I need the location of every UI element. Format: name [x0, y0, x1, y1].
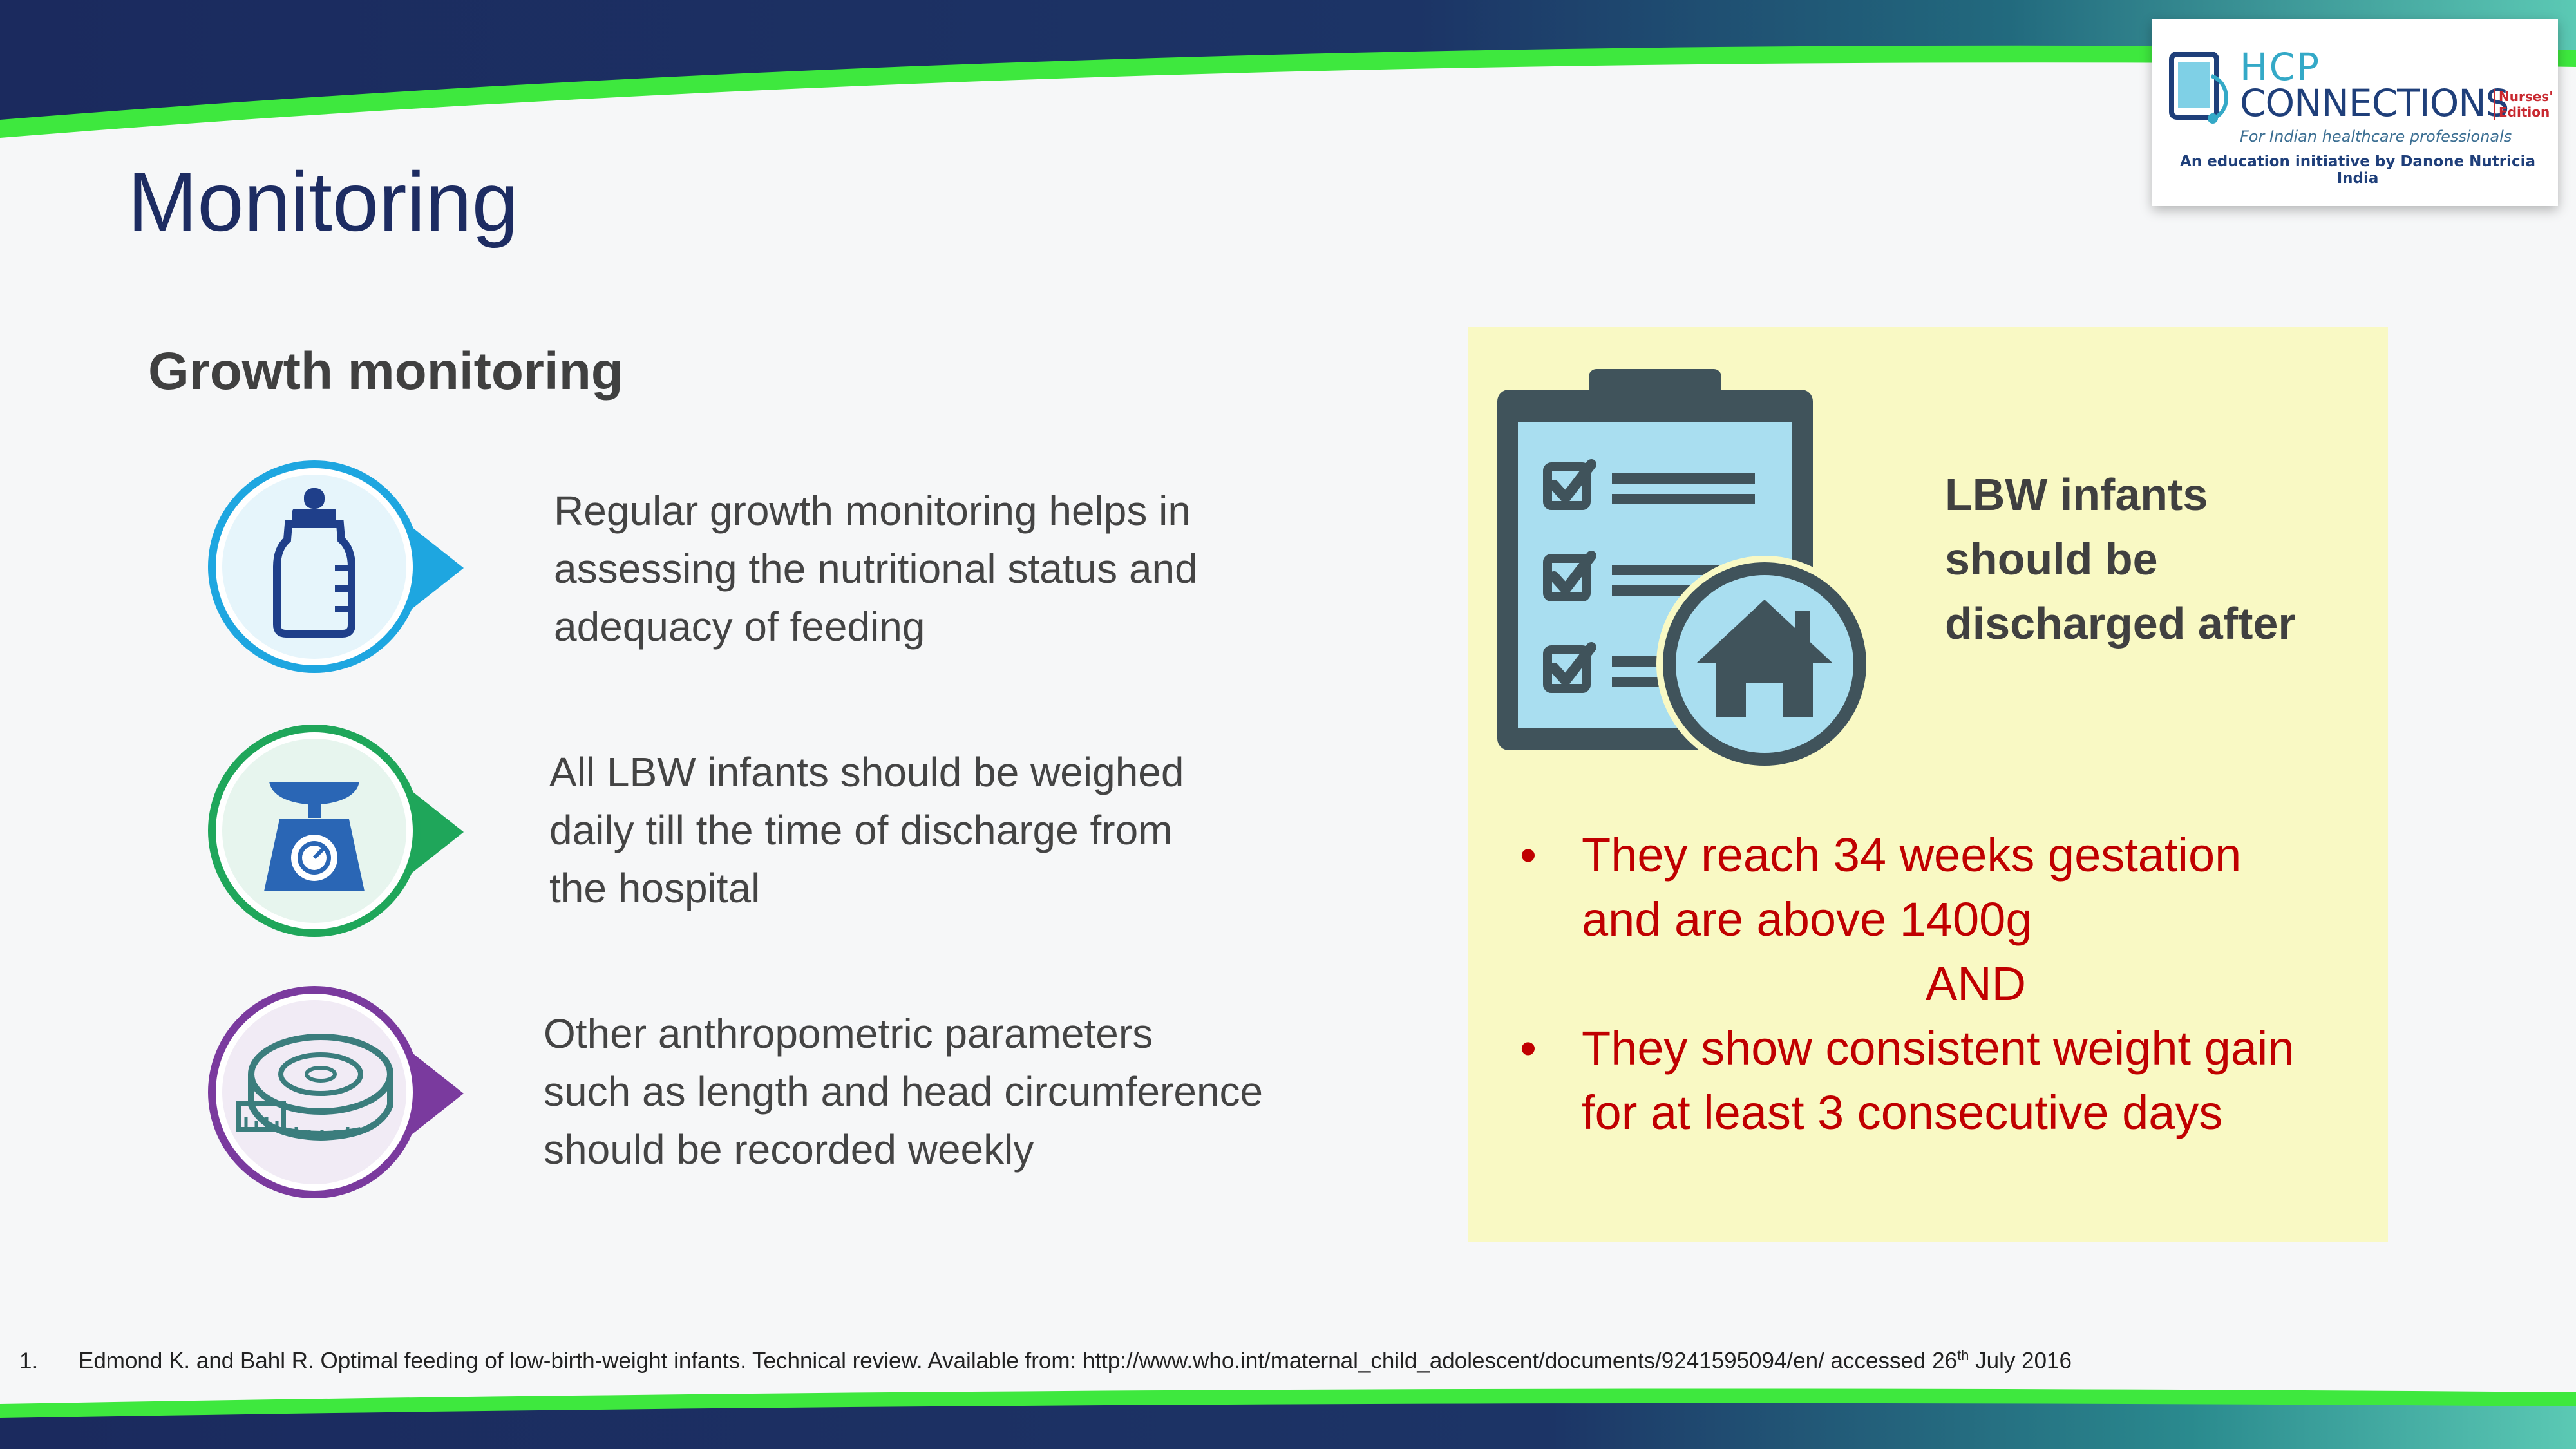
- item-text-weighing: [549, 743, 1184, 917]
- footer-band: [0, 1378, 2576, 1449]
- discharge-heading: [1945, 462, 2370, 656]
- bullet: •: [1520, 828, 1537, 882]
- logo-tagline: For Indian healthcare professionals: [2240, 128, 2512, 146]
- scale-badge: [206, 723, 477, 942]
- item-line: daily till the time of discharge from: [549, 807, 1173, 853]
- criterion-line: for at least 3 consecutive days: [1582, 1086, 2223, 1139]
- criterion-line: They reach 34 weeks gestation: [1582, 828, 2242, 882]
- slide-title: Monitoring: [128, 155, 518, 249]
- item-line: adequacy of feeding: [554, 603, 925, 650]
- item-line: All LBW infants should be weighed: [549, 749, 1184, 795]
- criteria-list: [1520, 823, 2370, 1145]
- item-line: such as length and head circumference: [544, 1068, 1264, 1115]
- item-line: assessing the nutritional status and: [554, 545, 1198, 592]
- item-text-growth-monitoring: [554, 482, 1198, 656]
- heading-line: discharged after: [1945, 598, 2296, 649]
- reference-text: Edmond K. and Bahl R. Optimal feeding of low-birth-weight infants. Technical review. Available from: http://www.who.int/maternal_child_adolescent/documents/9241595094/en/ accessed 26: [79, 1348, 1958, 1374]
- weighing-scale-icon: [206, 723, 477, 942]
- heading-line: should be: [1945, 534, 2158, 584]
- clipboard-home-icon: [1497, 363, 1887, 781]
- reference-tail: July 2016: [1969, 1348, 2072, 1374]
- item-text-anthropometric: [544, 1005, 1263, 1179]
- criterion-gestation: [1520, 823, 2370, 952]
- logo-hcp: HCP: [2240, 45, 2321, 89]
- tape-badge: [206, 984, 477, 1203]
- criterion-line: They show consistent weight gain: [1582, 1021, 2295, 1075]
- reference-number: 1.: [19, 1348, 39, 1374]
- heading-line: LBW infants: [1945, 469, 2208, 520]
- bullet: •: [1520, 1021, 1537, 1075]
- reference-footnote: [19, 1347, 2072, 1374]
- and-connector: AND: [1925, 957, 2027, 1010]
- item-line: the hospital: [549, 865, 761, 911]
- criterion-line: and are above 1400g: [1582, 893, 2032, 946]
- item-line: should be recorded weekly: [544, 1126, 1034, 1173]
- measuring-tape-icon: [206, 984, 477, 1203]
- hcp-connections-logo: [2152, 19, 2558, 206]
- logo-connections: CONNECTIONS: [2240, 81, 2509, 125]
- criterion-weight-gain: [1520, 1016, 2370, 1145]
- logo-initiative: An education initiative by Danone Nutricia India: [2180, 153, 2535, 187]
- baby-bottle-icon: [206, 459, 477, 677]
- tablet-stethoscope-icon: [2166, 50, 2236, 128]
- item-line: Other anthropometric parameters: [544, 1010, 1153, 1057]
- logo-edition: Nurses' Edition: [2494, 89, 2554, 120]
- reference-sup: th: [1957, 1347, 1969, 1363]
- discharge-criteria-panel: [1468, 327, 2388, 1242]
- section-subtitle: Growth monitoring: [148, 342, 623, 401]
- item-line: Regular growth monitoring helps in: [554, 488, 1191, 534]
- bottle-badge: [206, 459, 477, 677]
